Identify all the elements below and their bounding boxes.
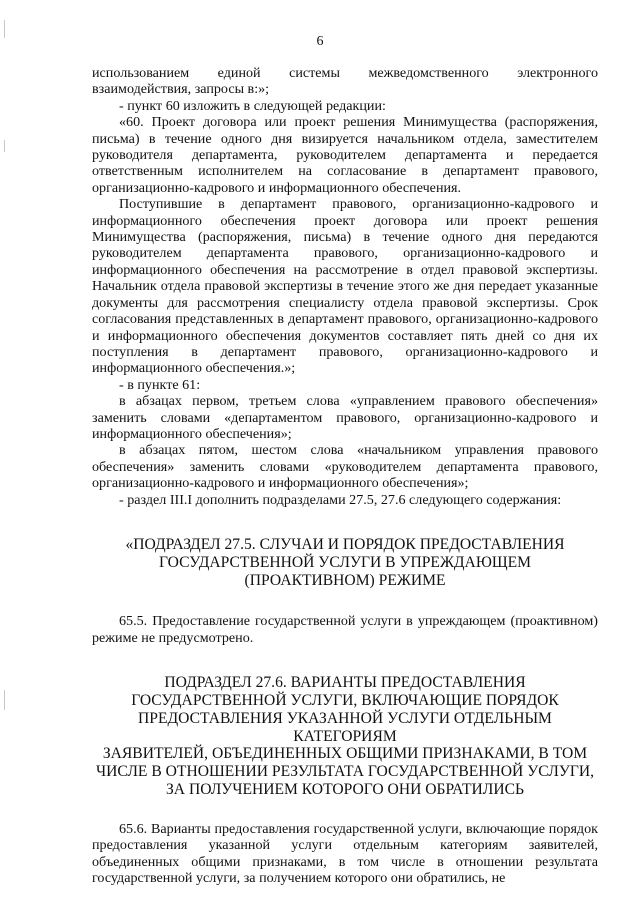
heading-line: ГОСУДАРСТВЕННОЙ УСЛУГИ В УПРЕЖДАЮЩЕМ: [159, 553, 531, 571]
paragraph-65-5: 65.5. Предоставление государственной услуги в упреждающем (проактивном) режиме не предусмотрено.: [92, 613, 598, 646]
scan-edge-mark: [4, 140, 5, 152]
paragraph-65-6: 65.6. Варианты предоставления государственной услуги, включающие порядок предоставления указанной услуги отдельным категориям заявителей, объединенных общими признаками, в том числе в отношении результата государственной услуги, за получением которого они обратились, не: [92, 820, 598, 886]
paragraph-legal-review: Поступившие в департамент правового, организационно-кадрового и информационного обеспечения проект договора или проект решения Минимущества (распоряжения, письма) в течение одного дня передаются руководителем департамента правового, организационно-кадрового и информационного обеспечения на рассмотрение в отдел правовой экспертизы. Начальник отдела правовой экспертизы в течение этого же дня передает указанные документы для рассмотрения специалисту отдела правовой экспертизы. Срок согласования представленных в департамент правового, организационно-кадрового и информационного обеспечения документов составляет пять дней со дня их поступления в департамент правового, организационно-кадрового и информационного обеспечения.»;: [92, 196, 598, 377]
document-body: [92, 65, 598, 886]
heading-line: «ПОДРАЗДЕЛ 27.5. СЛУЧАИ И ПОРЯДОК ПРЕДОСТАВЛЕНИЯ: [125, 535, 565, 553]
page-number: 6: [316, 34, 324, 49]
paragraph-section-addition: - раздел III.I дополнить подразделами 27.5, 27.6 следующего содержания:: [119, 491, 562, 508]
heading-subsection-27-6: [92, 674, 598, 799]
paragraph-continuation: использованием единой системы межведомственного электронного взаимодействия, запросы в:»;: [92, 65, 598, 98]
paragraph-point-60-intro: - пункт 60 изложить в следующей редакции:: [119, 97, 386, 114]
heading-line: ЗА ПОЛУЧЕНИЕМ КОТОРОГО ОНИ ОБРАТИЛИСЬ: [165, 780, 524, 798]
heading-line: ЧИСЛЕ В ОТНОШЕНИИ РЕЗУЛЬТАТА ГОСУДАРСТВЕННОЙ УСЛУГИ,: [95, 763, 595, 781]
paragraph-point-61-fifth-sixth: в абзацах пятом, шестом слова «начальником управления правового обеспечения» заменить словами «руководителем департамента правового, организационно-кадрового и информационного обеспечения»;: [92, 442, 598, 492]
amendment-block: [92, 65, 598, 508]
paragraph-point-61-intro: - в пункте 61:: [119, 376, 201, 393]
paragraph-point-60-text: «60. Проект договора или проект решения Минимущества (распоряжения, письма) в течение одного дня визируется начальником отдела, заместителем руководителя департамента, руководителем департамента и передается ответственным исполнителем на согласование в департамент правового, организационно-кадрового и информационного обеспечения.: [92, 114, 598, 196]
heading-line: ГОСУДАРСТВЕННОЙ УСЛУГИ, ВКЛЮЧАЮЩИЕ ПОРЯДОК: [131, 691, 559, 709]
heading-line: ЗАЯВИТЕЛЕЙ, ОБЪЕДИНЕННЫХ ОБЩИМИ ПРИЗНАКАМИ, В ТОМ: [102, 745, 588, 763]
heading-line: (ПРОАКТИВНОМ) РЕЖИМЕ: [244, 571, 446, 589]
heading-line: ПОДРАЗДЕЛ 27.6. ВАРИАНТЫ ПРЕДОСТАВЛЕНИЯ: [164, 674, 526, 692]
heading-line: ПРЕДОСТАВЛЕНИЯ УКАЗАННОЙ УСЛУГИ ОТДЕЛЬНЫМ КАТЕГОРИЯМ: [138, 709, 552, 745]
scan-edge-mark: [4, 20, 5, 38]
scan-edge-mark: [4, 690, 5, 710]
heading-subsection-27-5: [92, 536, 598, 589]
paragraph-point-61-first-third: в абзацах первом, третьем слова «управлением правового обеспечения» заменить словами «департаментом правового, организационно-кадрового и информационного обеспечения»;: [92, 393, 598, 442]
